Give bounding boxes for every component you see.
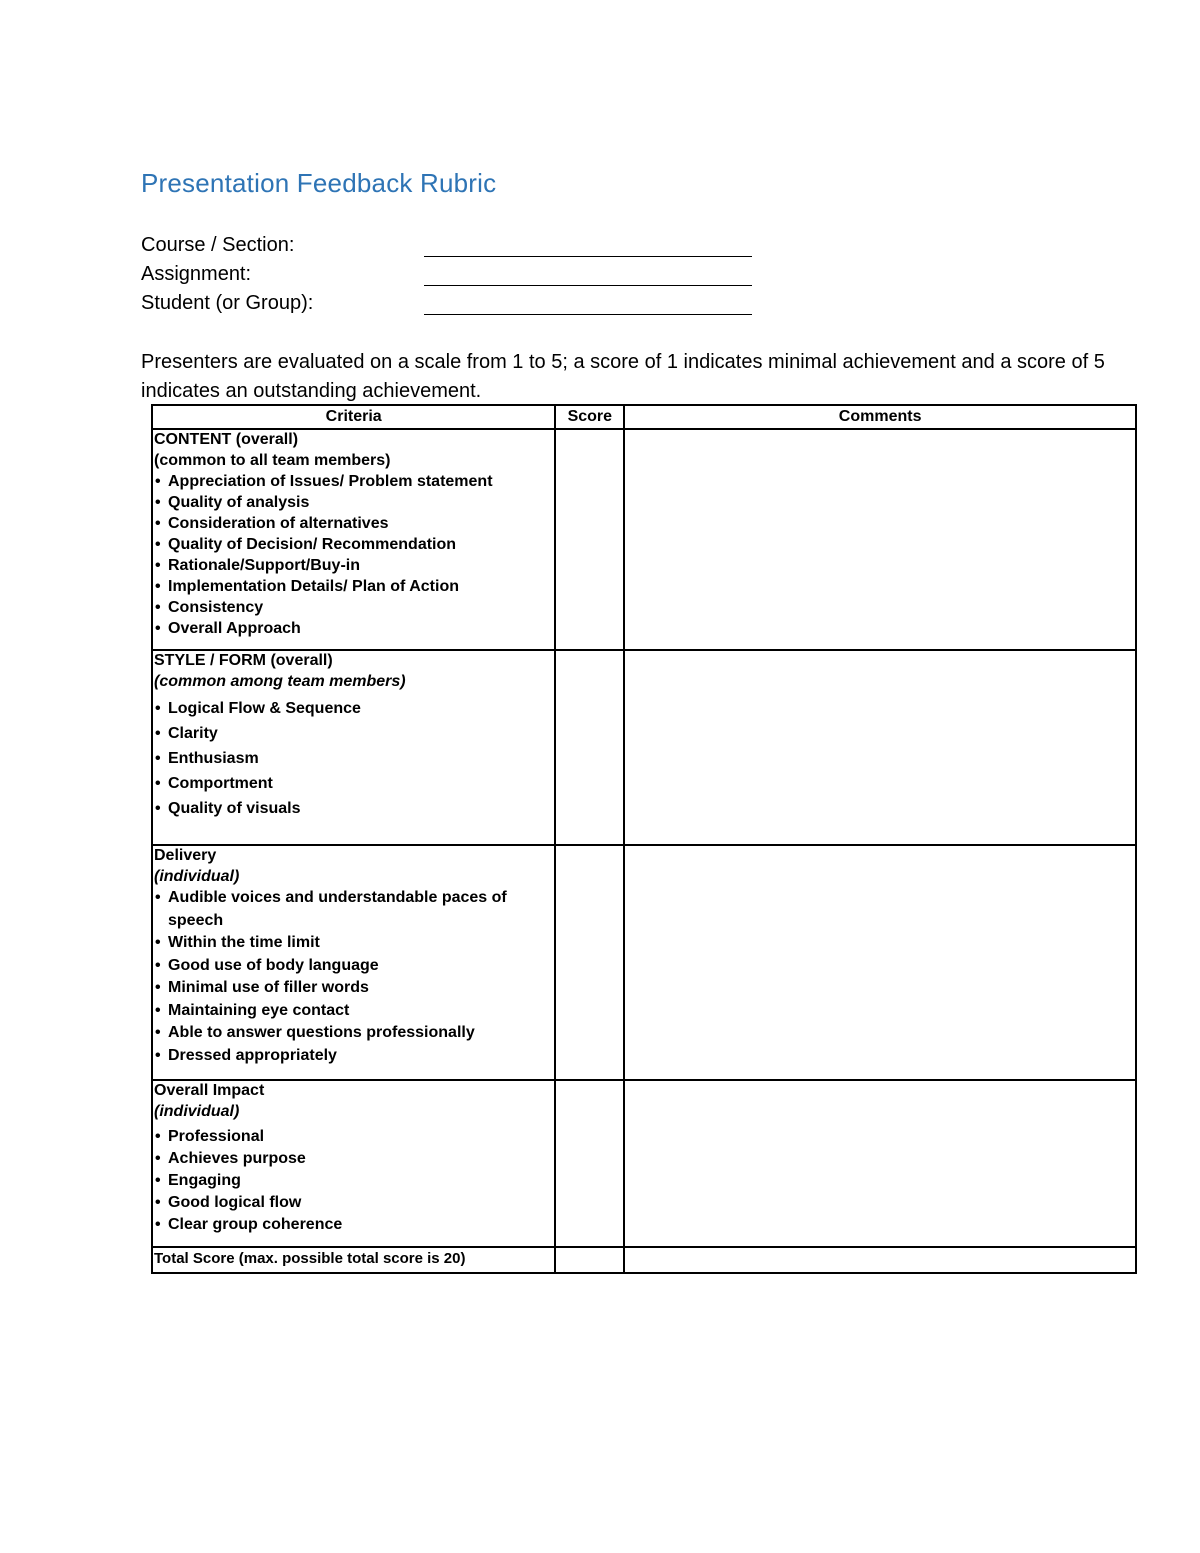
- list-item: • Consideration of alternatives: [154, 513, 553, 534]
- score-cell[interactable]: [555, 650, 624, 845]
- list-item: • Professional: [154, 1126, 553, 1148]
- total-comments-cell[interactable]: [624, 1247, 1136, 1273]
- student-group-label: Student (or Group):: [141, 292, 314, 314]
- list-item: • Clear group coherence: [154, 1214, 553, 1236]
- table-row-total: [152, 1247, 1136, 1273]
- table-header-row: [152, 405, 1136, 429]
- criteria-list: [154, 696, 553, 821]
- assignment-line: [424, 285, 752, 286]
- list-item: • Quality of visuals: [154, 796, 553, 821]
- list-item: • Within the time limit: [154, 932, 553, 955]
- list-item: • Comportment: [154, 771, 553, 796]
- criteria-cell: [152, 845, 555, 1080]
- list-item: • Implementation Details/ Plan of Action: [154, 576, 553, 597]
- list-item: • Appreciation of Issues/ Problem statement: [154, 471, 553, 492]
- list-item: • Consistency: [154, 597, 553, 618]
- criteria-heading: STYLE / FORM (overall): [154, 652, 333, 669]
- criteria-list: [154, 887, 553, 1067]
- list-item: • Quality of analysis: [154, 492, 553, 513]
- criteria-heading: Overall Impact: [154, 1082, 265, 1099]
- evaluation-instructions: Presenters are evaluated on a scale from 1 to 5; a score of 1 indicates minimal achievement and a score of 5 indicates an outstanding achievement.: [141, 351, 1105, 402]
- criteria-subheading: (individual): [154, 1103, 240, 1120]
- score-cell[interactable]: [555, 429, 624, 650]
- criteria-subheading: (common to all team members): [154, 452, 391, 469]
- score-cell[interactable]: [555, 1080, 624, 1247]
- table-row-content: [152, 429, 1136, 650]
- list-item: • Able to answer questions professionally: [154, 1022, 553, 1045]
- course-section-label: Course / Section:: [141, 234, 295, 256]
- criteria-subheading: (individual): [154, 868, 240, 885]
- table-row-overall-impact: [152, 1080, 1136, 1247]
- score-header: Score: [555, 405, 624, 429]
- criteria-cell: [152, 1080, 555, 1247]
- table-row-style-form: [152, 650, 1136, 845]
- list-item: • Rationale/Support/Buy-in: [154, 555, 553, 576]
- list-item: • Logical Flow & Sequence: [154, 696, 553, 721]
- list-item: • Achieves purpose: [154, 1148, 553, 1170]
- list-item: • Minimal use of filler words: [154, 977, 553, 1000]
- criteria-cell: [152, 429, 555, 650]
- score-cell[interactable]: [555, 845, 624, 1080]
- comments-cell[interactable]: [624, 845, 1136, 1080]
- list-item: • Clarity: [154, 721, 553, 746]
- comments-header: Comments: [624, 405, 1136, 429]
- criteria-heading: Delivery: [154, 847, 217, 864]
- comments-cell[interactable]: [624, 650, 1136, 845]
- table-row-delivery: [152, 845, 1136, 1080]
- list-item: • Overall Approach: [154, 618, 553, 639]
- total-score-label: Total Score (max. possible total score is 20): [152, 1247, 555, 1273]
- criteria-list: [154, 1126, 553, 1236]
- list-item: • Enthusiasm: [154, 746, 553, 771]
- course-section-line: [424, 256, 752, 257]
- list-item: • Dressed appropriately: [154, 1045, 553, 1068]
- total-score-cell[interactable]: [555, 1247, 624, 1273]
- criteria-subheading: (common among team members): [154, 673, 406, 690]
- criteria-heading: CONTENT (overall): [154, 431, 299, 448]
- list-item: • Maintaining eye contact: [154, 1000, 553, 1023]
- criteria-header: Criteria: [152, 405, 555, 429]
- student-group-line: [424, 314, 752, 315]
- list-item: • Good logical flow: [154, 1192, 553, 1214]
- comments-cell[interactable]: [624, 429, 1136, 650]
- list-item: • Engaging: [154, 1170, 553, 1192]
- list-item: • Good use of body language: [154, 955, 553, 978]
- comments-cell[interactable]: [624, 1080, 1136, 1247]
- criteria-cell: [152, 650, 555, 845]
- document-title: Presentation Feedback Rubric: [141, 168, 497, 198]
- rubric-table: [151, 404, 1137, 1274]
- list-item: • Quality of Decision/ Recommendation: [154, 534, 553, 555]
- list-item: • Audible voices and understandable paces of speech: [154, 887, 553, 932]
- assignment-label: Assignment:: [141, 263, 252, 285]
- criteria-list: [154, 471, 553, 639]
